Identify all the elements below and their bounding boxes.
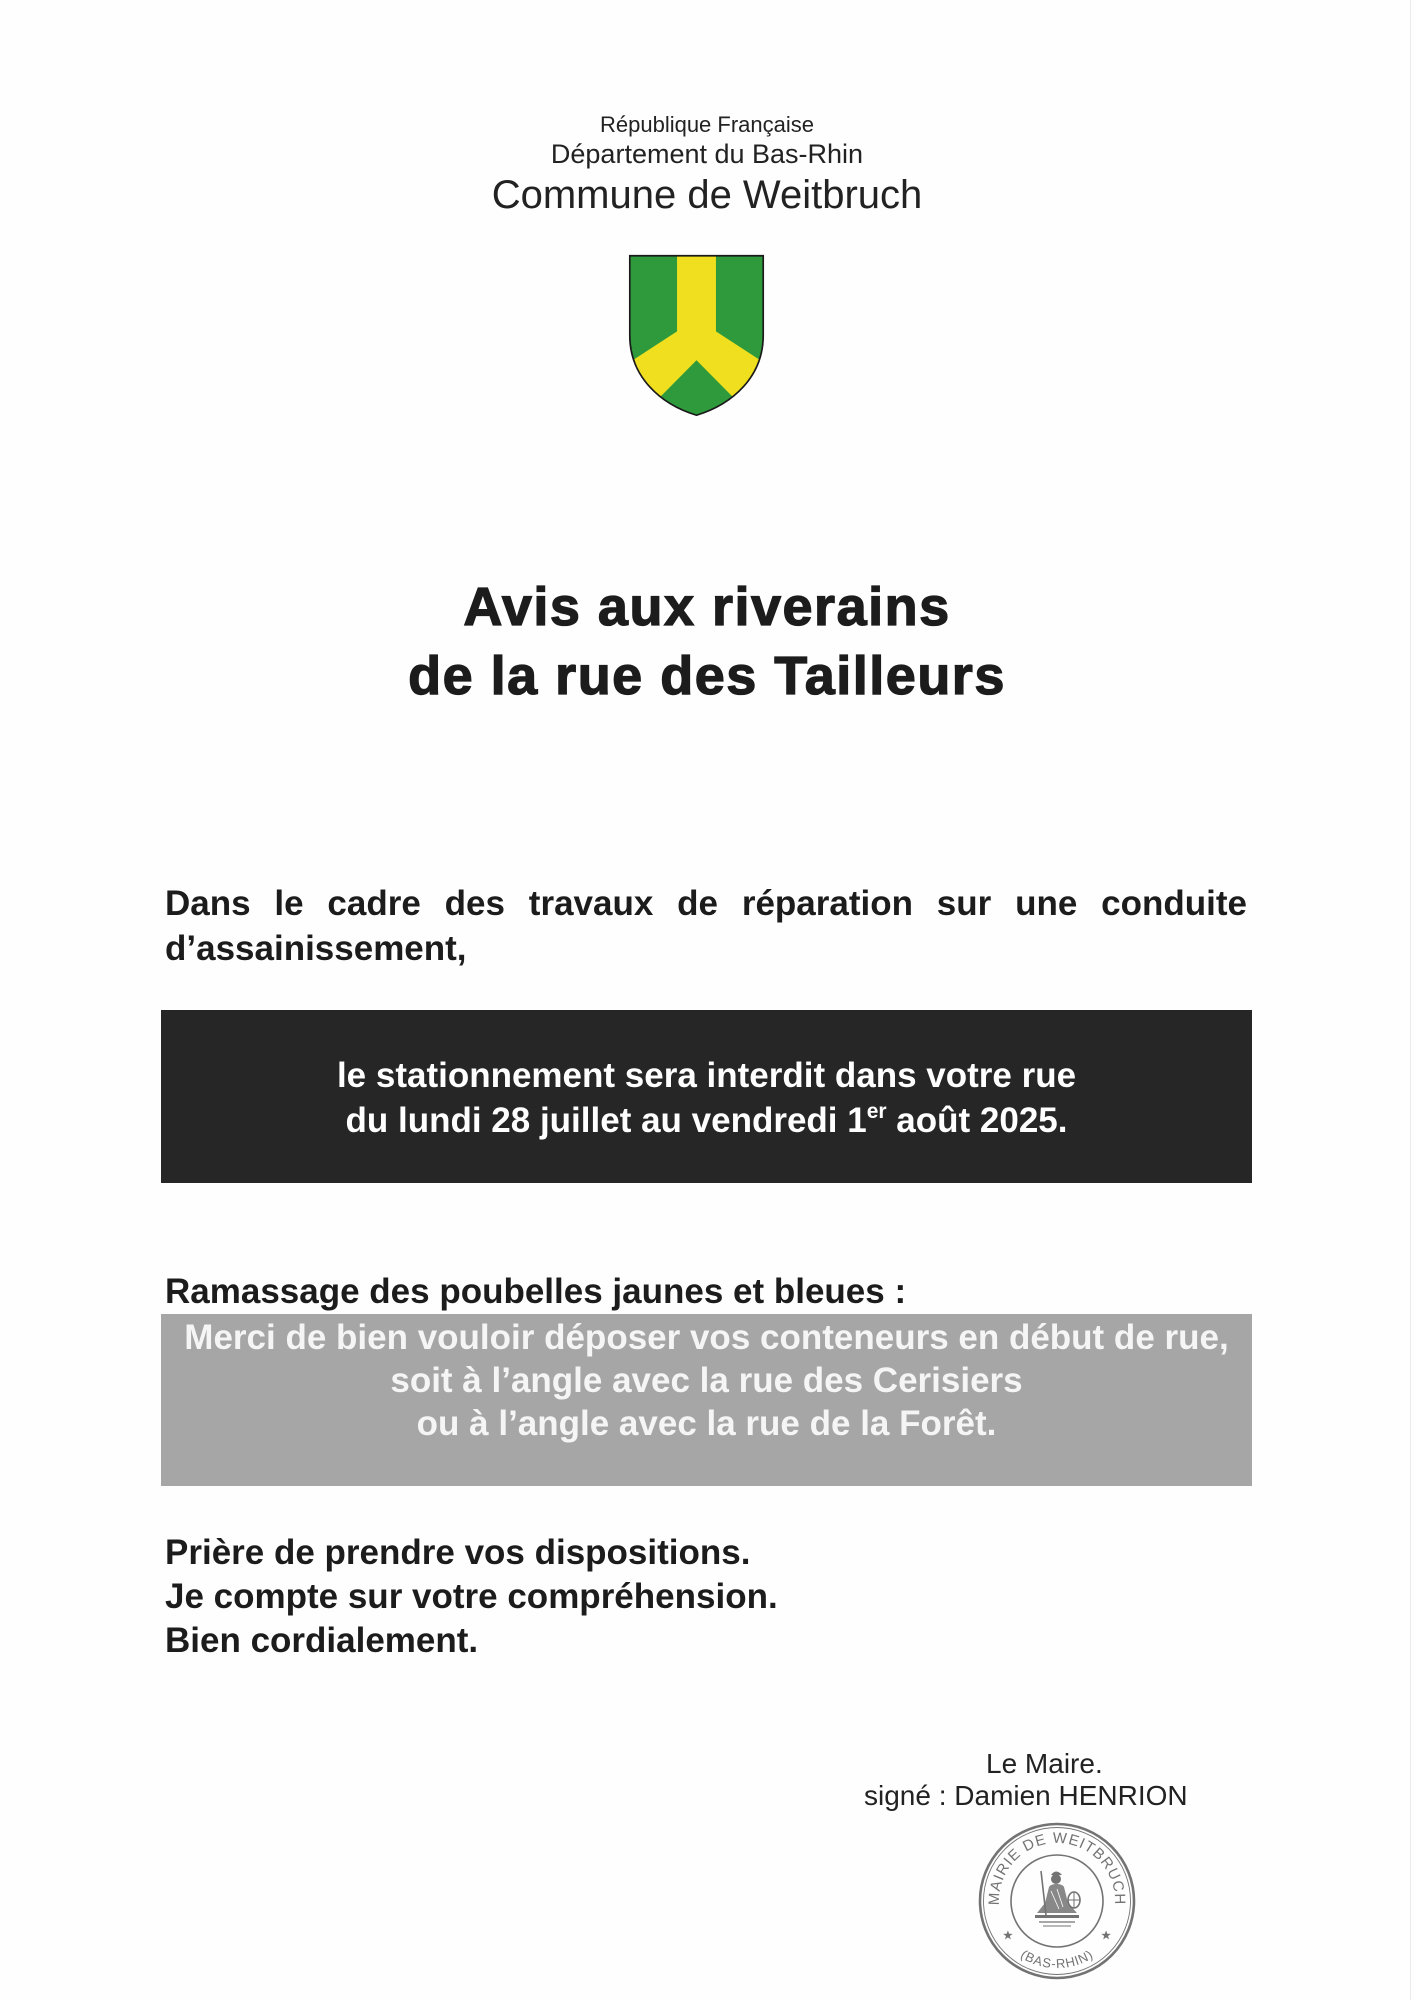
stamp-seated-figure-icon — [1035, 1871, 1080, 1926]
signature-name: signé : Damien HENRION — [864, 1780, 1188, 1811]
mairie-stamp — [977, 1821, 1137, 1981]
parking-date-end: août 2025. — [886, 1101, 1068, 1140]
parking-notice-box — [161, 1010, 1252, 1183]
header-commune: Commune de Weitbruch — [491, 173, 923, 217]
scan-edge-line — [1410, 0, 1411, 2000]
stamp-star-right-icon — [1101, 1930, 1111, 1939]
waste-line-2: soit à l’angle avec la rue des Cerisiers — [390, 1361, 1023, 1400]
notice-title — [0, 573, 1414, 711]
parking-notice-line-1: le stationnement sera interdit dans votre rue — [336, 1056, 1077, 1095]
waste-line-1: Merci de bien vouloir déposer vos conteneurs en début de rue, — [184, 1318, 1229, 1357]
closing-block — [165, 1531, 778, 1663]
closing-line-3: Bien cordialement. — [165, 1621, 479, 1660]
parking-notice-line-2 — [161, 1098, 1252, 1143]
closing-line-1: Prière de prendre vos dispositions. — [165, 1533, 751, 1572]
waste-collection-box — [161, 1314, 1252, 1486]
intro-paragraph: Dans le cadre des travaux de réparation sur une conduite d’assainissement, — [165, 884, 1247, 968]
ordinal-suffix: er — [866, 1100, 887, 1124]
notice-title-line-1: Avis aux riverains — [463, 577, 951, 637]
parking-date-text: du lundi 28 juillet au vendredi 1 — [345, 1101, 867, 1140]
header-republic: République Française — [599, 112, 815, 137]
notice-title-line-2: de la rue des Tailleurs — [408, 646, 1006, 706]
stamp-star-left-icon — [1003, 1930, 1013, 1939]
closing-line-2: Je compte sur votre compréhension. — [165, 1577, 778, 1616]
signature-title: Le Maire. — [986, 1748, 1103, 1779]
waste-line-3: ou à l’angle avec la rue de la Forêt. — [416, 1404, 997, 1443]
stamp-top-text: MAIRIE DE WEITBRUCH — [985, 1829, 1129, 1906]
header-department: Département du Bas-Rhin — [550, 139, 864, 169]
waste-collection-heading: Ramassage des poubelles jaunes et bleues : — [165, 1272, 907, 1311]
weitbruch-coat-of-arms-icon — [627, 253, 766, 418]
stamp-bottom-text: (BAS-RHIN) — [1018, 1946, 1096, 1972]
